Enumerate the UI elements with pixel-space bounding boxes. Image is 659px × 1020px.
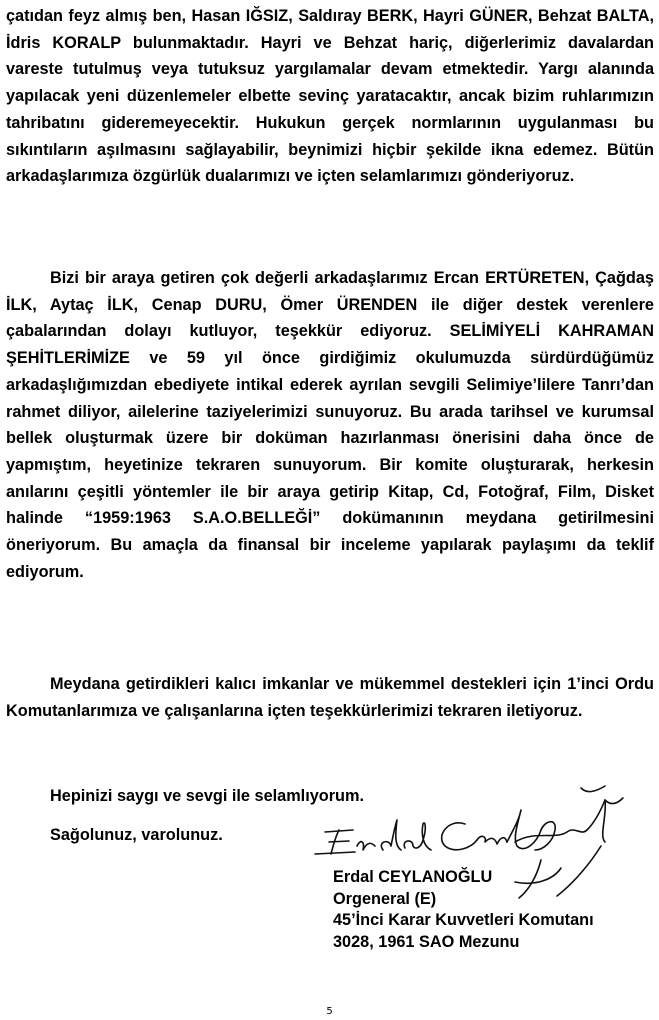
closing-line: Sağolunuz, varolunuz. <box>50 826 223 844</box>
signatory-rank: Orgeneral (E) <box>333 889 437 908</box>
signature-block <box>333 867 594 953</box>
signatory-title: 45’İnci Karar Kuvvetleri Komutanı <box>333 911 594 929</box>
page-number: 5 <box>326 1006 333 1017</box>
paragraph-3: Meydana getirdikleri kalıcı imkanlar ve mükemmel destekleri için 1’inci Ordu Komutanlarımıza ve çalışanlarına içten teşekkürlerimizi tekraren iletiyoruz. <box>6 675 654 720</box>
signatory-graduation: 3028, 1961 SAO Mezunu <box>333 932 520 951</box>
paragraph-2: Bizi bir araya getiren çok değerli arkadaşlarımız Ercan ERTÜRETEN, Çağdaş İLK, Aytaç İLK, Cenap DURU, Ömer ÜRENDEN ile diğer destek verenlere çabalarından dolayı kutluyor, teşekkür ediyoruz. SELİMİYELİ KAHRAMAN ŞEHİTLERİMİZE ve 59 yıl önce girdiğimiz okulumuzda sürdürdüğümüz arkadaşlığımızdan ebediyete intikal ederek ayrılan sevgili Selimiye’lilere Tanrı’dan rahmet diliyor, ailelerine taziyelerimizi sunuyoruz. Bu arada tarihsel ve kurumsal bellek oluşturmak üzere bir doküman hazırlanması önerisini daha önce de yapmıştım, heyetinize tekraren sunuyorum. Bir komite oluşturarak, herkesin anılarını çeşitli yöntemler ile bir araya getirip Kitap, Cd, Fotoğraf, Film, Disket halinde “1959:1963 S.A.O.BELLEĞİ” dokümanının meydana getirilmesini öneriyorum. Bu amaçla da finansal bir inceleme yapılarak paylaşımı da teklif ediyorum. <box>6 269 654 581</box>
paragraph-1: çatıdan feyz almış ben, Hasan IĞSIZ, Saldıray BERK, Hayri GÜNER, Behzat BALTA, İdris KORALP bulunmaktadır. Hayri ve Behzat hariç, diğerlerimiz davalardan vareste tutulmuş veya tutuksuz yargılamalar devam etmektedir. Yargı alanında yapılacak yeni düzenlemeler elbette sevinç yaratacaktır, ancak bizim ruhlarımızın tahribatını gideremeyecektir. Hukukun gerçek normlarının uygulanması bu sıkıntıların aşılmasını sağlayabilir, beynimizi hiçbir şekilde ikna edemez. Bütün arkadaşlarımıza özgürlük dualarımızı ve içten selamlarımızı gönderiyoruz. <box>6 7 654 186</box>
signatory-name: Erdal CEYLANOĞLU <box>333 868 493 886</box>
greeting-line: Hepinizi saygı ve sevgi ile selamlıyorum. <box>50 787 365 805</box>
